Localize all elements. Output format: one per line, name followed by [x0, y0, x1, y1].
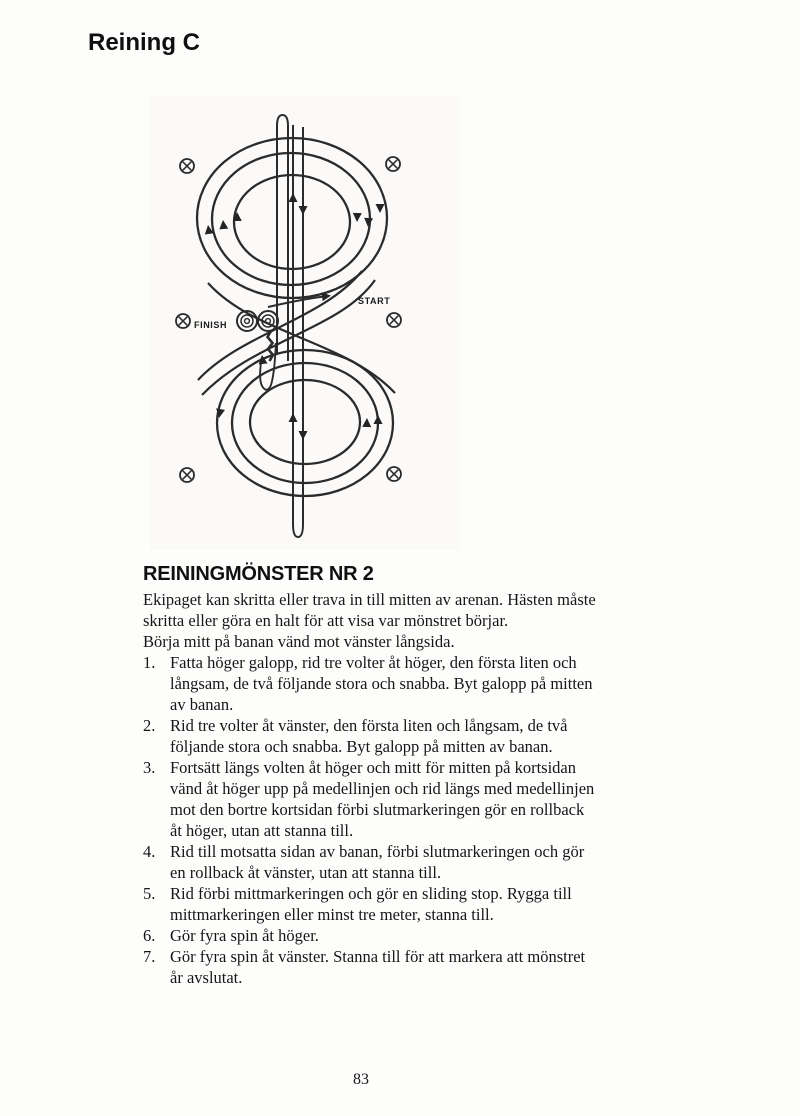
step-item	[143, 652, 600, 715]
direction-arrows	[204, 193, 385, 440]
intro-paragraph: Ekipaget kan skritta eller trava in till mitten av arenan. Hästen måste skritta eller göra en halt för att visa var mönstret börjar.	[143, 590, 596, 630]
pattern-intro	[143, 589, 600, 652]
step-text: Rid förbi mittmarkeringen och gör en sliding stop. Rygga till mittmarkeringen eller minst tre meter, stanna till.	[170, 884, 572, 924]
pattern-heading: REININGMÖNSTER NR 2	[143, 563, 374, 585]
reining-pattern-diagram	[150, 95, 460, 550]
page-number: 83	[353, 1071, 369, 1088]
pattern-steps	[143, 652, 600, 988]
pattern-description	[143, 563, 600, 988]
step-number: 1.	[143, 653, 156, 672]
step-item	[143, 883, 600, 925]
step-number: 4.	[143, 842, 156, 861]
start-label: START	[358, 296, 391, 306]
step-item	[143, 946, 600, 988]
step-text: Fatta höger galopp, rid tre volter åt höger, den första liten och långsam, de två följande stora och snabba. Byt galopp på mitten av banan.	[170, 653, 593, 714]
arena-marker-icon	[180, 159, 194, 173]
step-text: Gör fyra spin åt höger.	[170, 926, 319, 945]
step-item	[143, 925, 600, 946]
crossover-lines-path	[198, 271, 395, 395]
step-text: Fortsätt längs volten åt höger och mitt för mitten på kortsidan vänd åt höger upp på medellinjen och rid längs med medellinjen mot den bortre kortsidan förbi slutmarkeringen gör en rollback åt höger, utan att stanna till.	[170, 758, 595, 840]
step-number: 3.	[143, 758, 156, 777]
step-text: Rid tre volter åt vänster, den första liten och långsam, de två följande stora och snabba. Byt galopp på mitten av banan.	[170, 716, 568, 756]
step-number: 7.	[143, 947, 156, 966]
page-title: Reining C	[88, 29, 200, 56]
step-number: 5.	[143, 884, 156, 903]
reining-pattern-figure	[150, 95, 460, 550]
arena-marker-icon	[386, 157, 400, 171]
step-text: Rid till motsatta sidan av banan, förbi slutmarkeringen och gör en rollback åt vänster, utan att stanna till.	[170, 842, 585, 882]
step-item	[143, 715, 600, 757]
step-item	[143, 841, 600, 883]
step-text: Gör fyra spin åt vänster. Stanna till för att markera att mönstret år avslutat.	[170, 947, 586, 987]
step-number: 2.	[143, 716, 156, 735]
rollback-loop-path	[258, 331, 276, 390]
arena-marker-icon	[176, 314, 190, 328]
arena-marker-icon	[180, 468, 194, 482]
finish-label: FINISH	[194, 320, 228, 330]
step-number: 6.	[143, 926, 156, 945]
arena-marker-icon	[387, 313, 401, 327]
arena-marker-icon	[387, 467, 401, 481]
intro-paragraph: Börja mitt på banan vänd mot vänster långsida.	[143, 632, 455, 651]
step-item	[143, 757, 600, 841]
